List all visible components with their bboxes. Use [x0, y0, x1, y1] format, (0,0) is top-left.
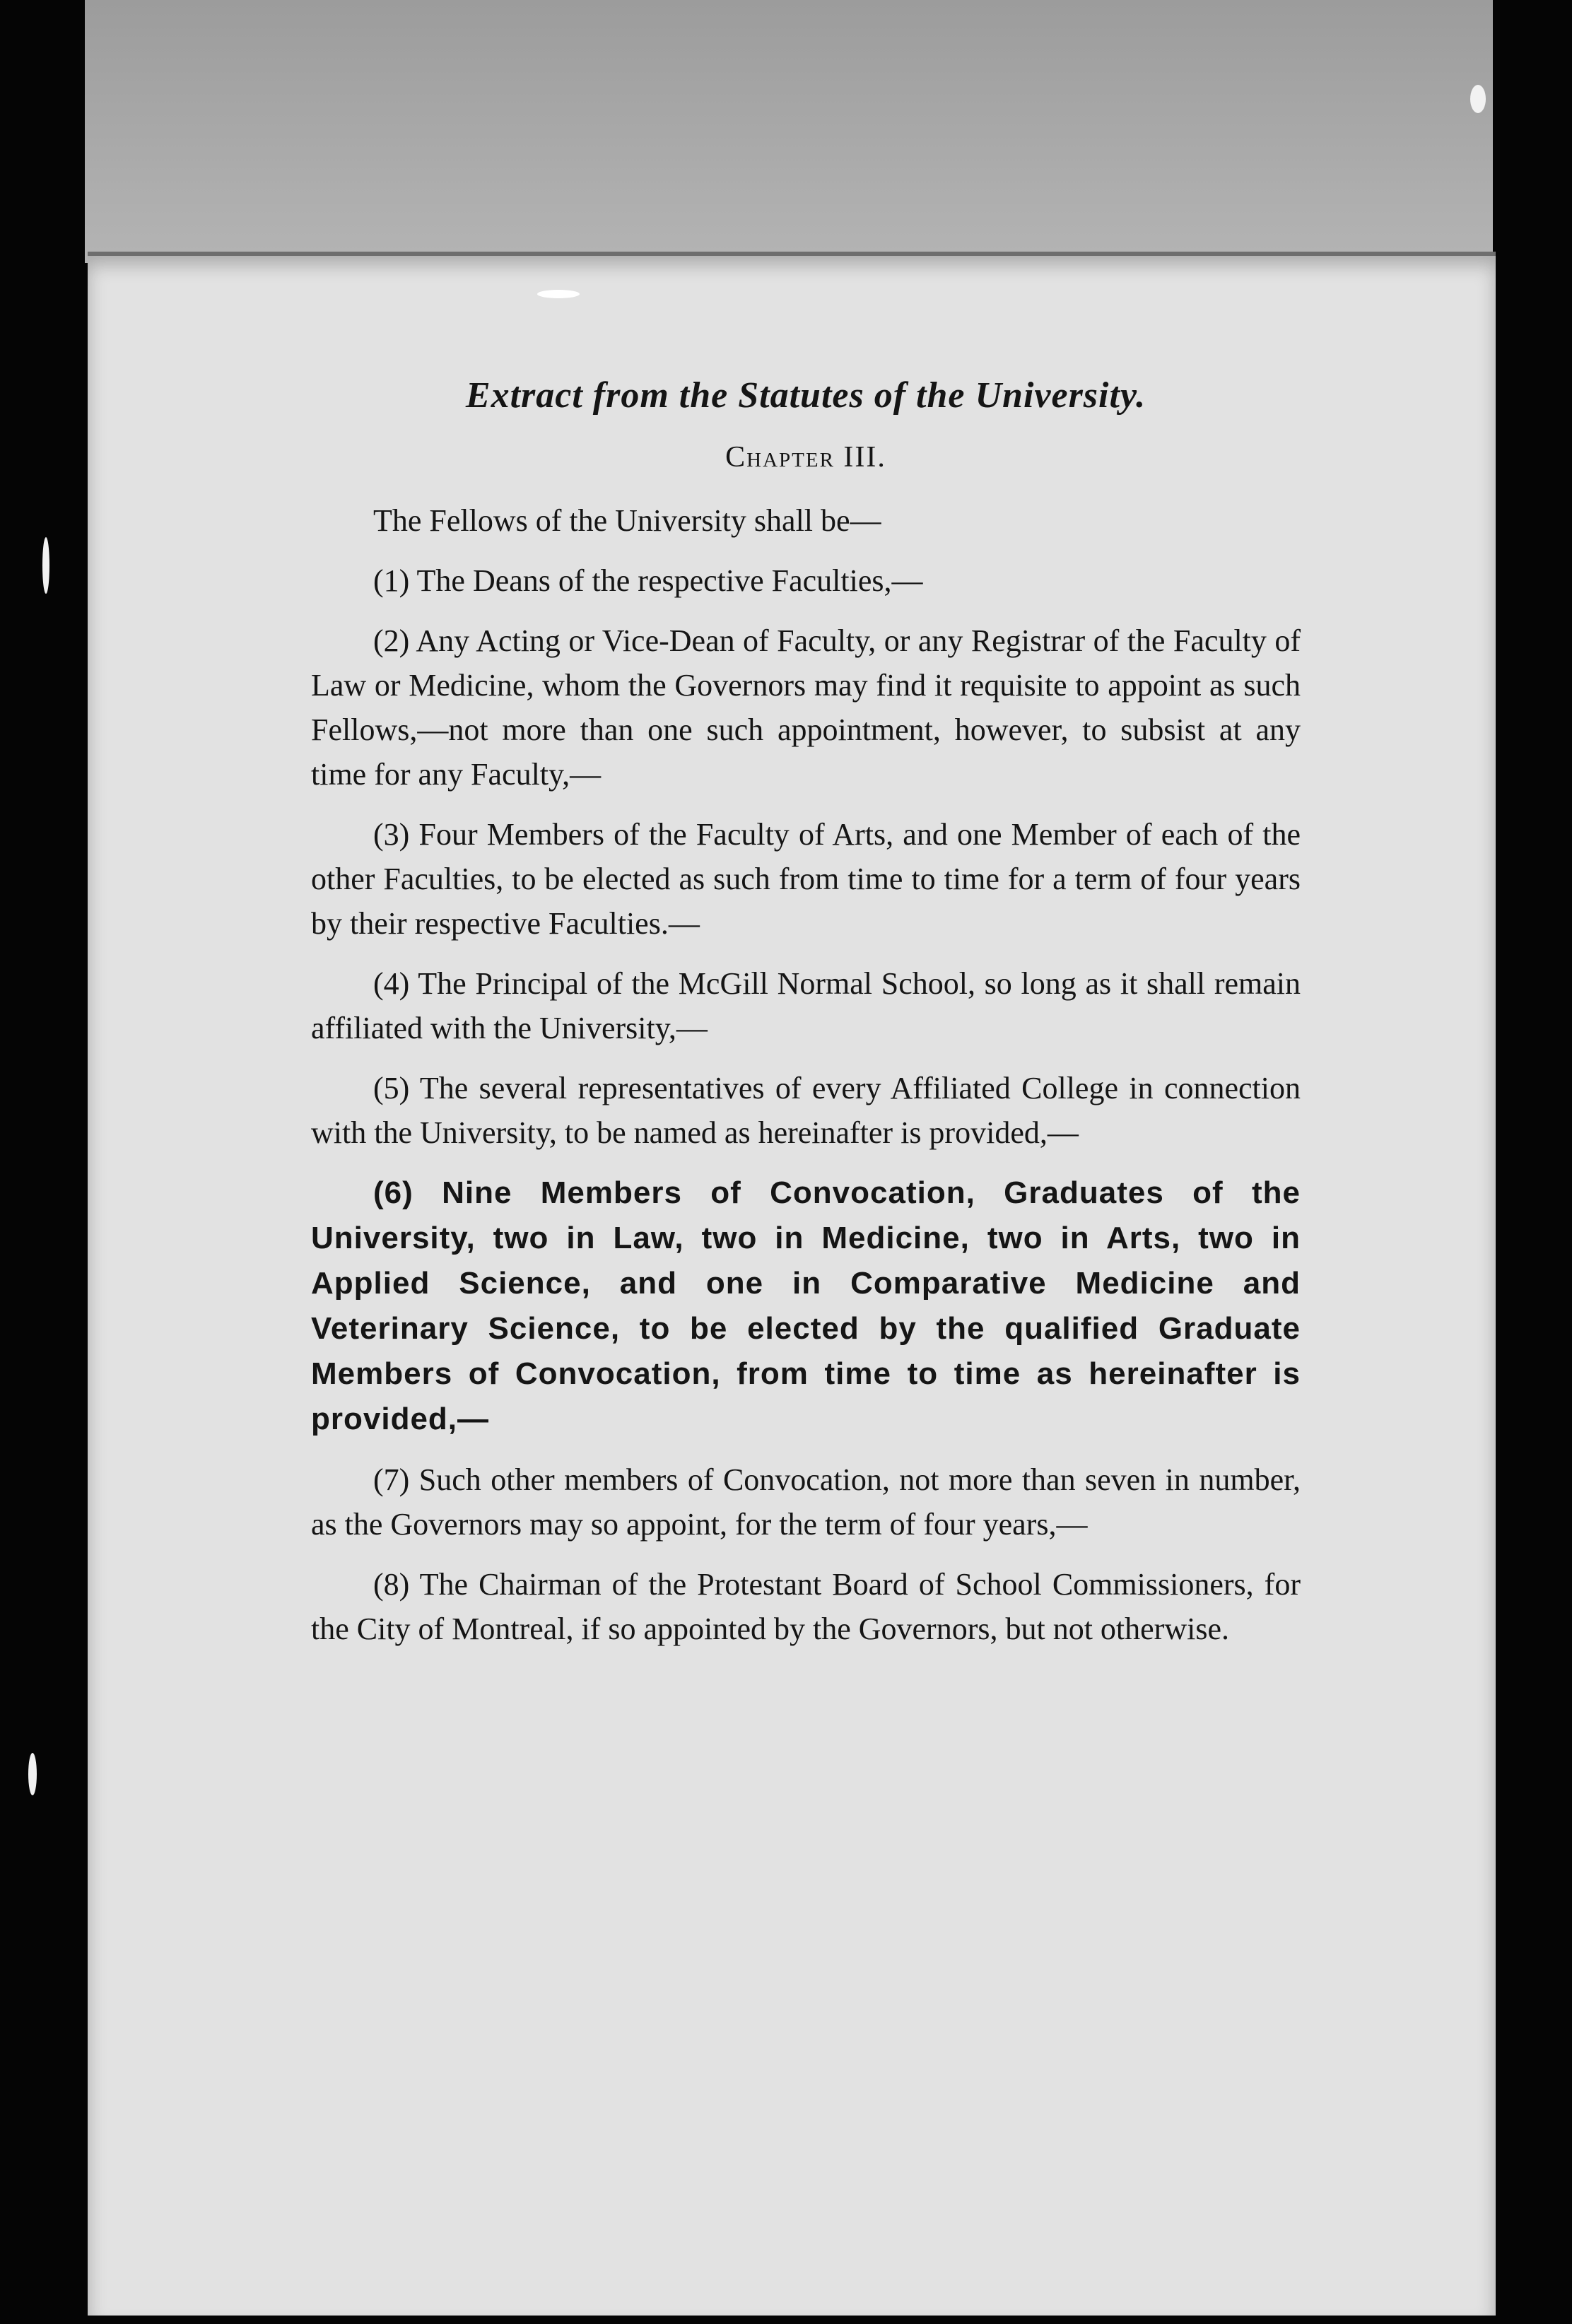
clause-text: The several representatives of every Affiliated College in connection with the University, to be named as hereinafter is provided,— — [311, 1071, 1301, 1150]
clause-8 — [311, 1562, 1301, 1651]
clause-text: The Principal of the McGill Normal School, so long as it shall remain affiliated with the University,— — [311, 966, 1301, 1045]
clause-text: The Deans of the respective Faculties,— — [416, 563, 923, 598]
clause-number: (1) — [373, 563, 410, 598]
clause-text: The Chairman of the Protestant Board of School Commissioners, for the City of Montreal, if so appointed by the Governors, but not otherwise. — [311, 1567, 1301, 1646]
clause-number: (6) — [373, 1175, 413, 1210]
scan-speck — [42, 537, 49, 594]
clause-number: (4) — [373, 966, 410, 1001]
top-margin-band — [85, 0, 1493, 263]
document-title: Extract from the Statutes of the University. — [465, 375, 1146, 416]
clause-number: (5) — [373, 1071, 410, 1105]
clause-number: (7) — [373, 1462, 410, 1497]
intro-paragraph: The Fellows of the University shall be— — [373, 503, 881, 538]
statute-extract — [311, 375, 1301, 1667]
clause-7 — [311, 1457, 1301, 1547]
clause-6 — [311, 1170, 1301, 1442]
page-top-edge — [88, 252, 1496, 256]
clause-3 — [311, 812, 1301, 946]
chapter-heading — [311, 440, 1301, 474]
clause-5 — [311, 1066, 1301, 1155]
clause-number: (3) — [373, 817, 410, 852]
clause-text: Any Acting or Vice-Dean of Faculty, or any Registrar of the Faculty of Law or Medicine, whom the Governors may find it requisite to appoint as such Fellows,—not more than one such appointment, however, to subsist at any time for any Faculty,— — [311, 623, 1301, 792]
clause-2 — [311, 618, 1301, 797]
clause-4 — [311, 961, 1301, 1050]
scan-speck — [1470, 85, 1486, 113]
scan-speck — [537, 290, 580, 298]
scan-speck — [28, 1753, 37, 1795]
clause-text: Four Members of the Faculty of Arts, and one Member of each of the other Faculties, to be elected as such from time to time for a term of four years by their respective Faculties.— — [311, 817, 1301, 941]
clause-number: (8) — [373, 1567, 410, 1602]
clause-number: (2) — [373, 623, 410, 658]
clause-1 — [311, 558, 1301, 603]
chapter-label: Chapter III. — [725, 441, 886, 474]
clause-text: Such other members of Convocation, not more than seven in number, as the Governors may so appoint, for the term of four years,— — [311, 1462, 1301, 1542]
clause-text: Nine Members of Convocation, Graduates of the University, two in Law, two in Medicine, two in Arts, two in Applied Science, and one in Comparative Medicine and Veterinary Science, to be elected by the qualified Graduate Members of Convocation, from time to time as hereinafter is provided,— — [311, 1175, 1301, 1436]
